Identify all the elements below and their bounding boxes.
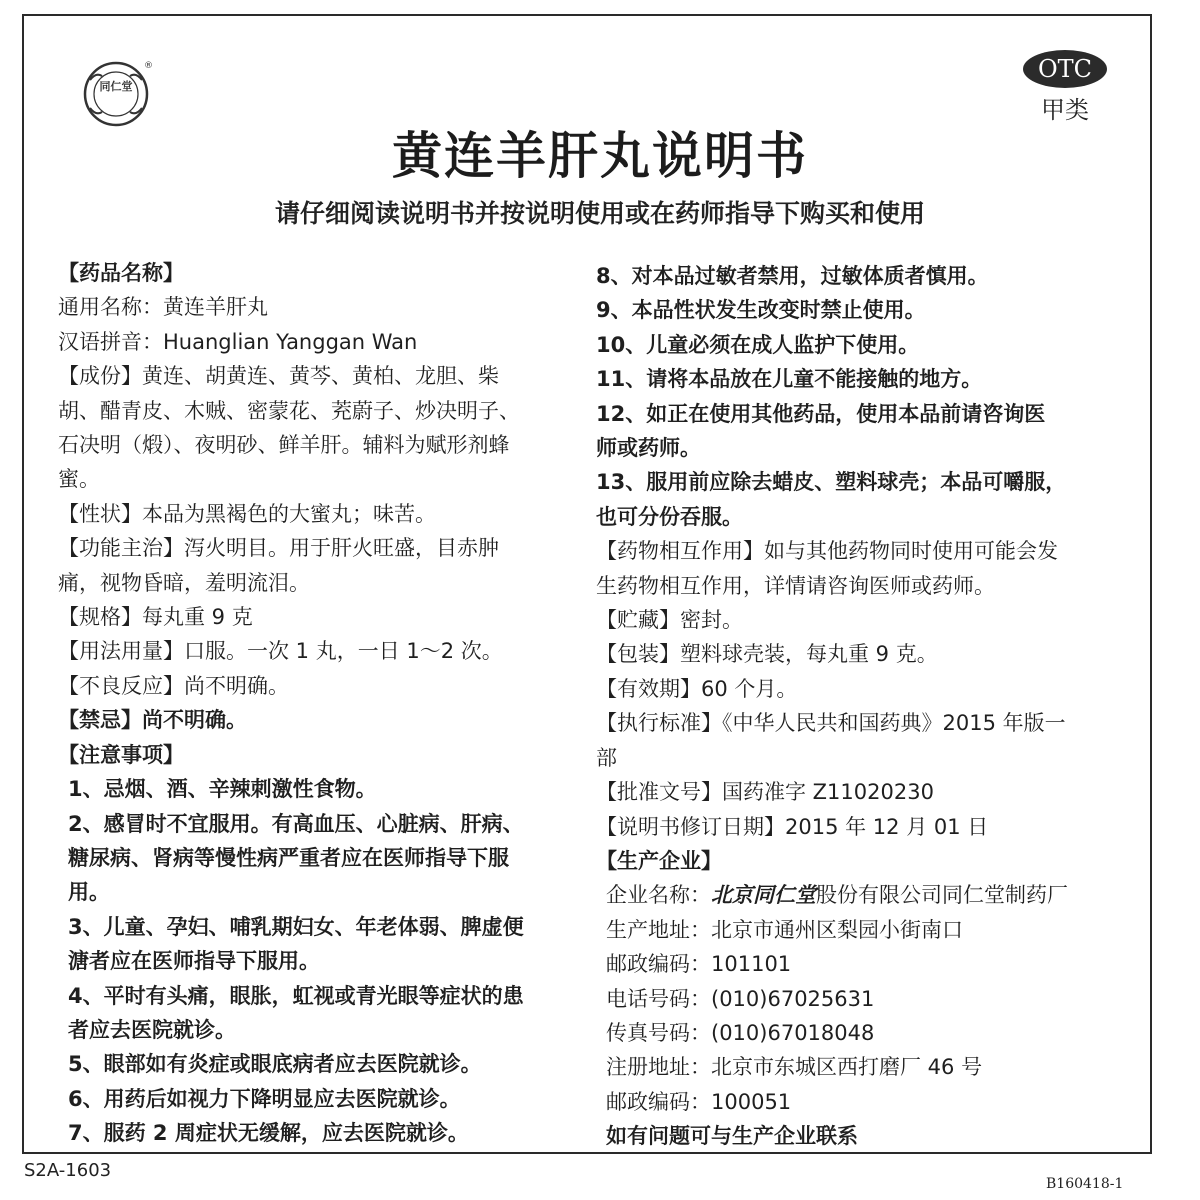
otc-marker bbox=[1020, 50, 1110, 125]
page-title: 黄连羊肝丸说明书 bbox=[392, 127, 808, 185]
standard-line: 部 bbox=[596, 745, 617, 770]
company-fax-line: 传真号码：(010)67018048 bbox=[606, 1020, 875, 1045]
otc-category: 甲类 bbox=[1041, 96, 1089, 124]
company-name-line bbox=[596, 878, 1110, 912]
pinyin-name: 汉语拼音：Huanglian Yanggan Wan bbox=[58, 329, 418, 354]
registered-mark: ® bbox=[144, 61, 153, 71]
precaution-item: 5、眼部如有炎症或眼底病者应去医院就诊。 bbox=[68, 1052, 482, 1077]
company-registered-address-line: 注册地址：北京市东城区西打磨厂 46 号 bbox=[606, 1055, 983, 1080]
precaution-item: 11、请将本品放在儿童不能接触的地方。 bbox=[596, 367, 983, 392]
precaution-item: 1、忌烟、酒、辛辣刺激性食物。 bbox=[68, 777, 377, 802]
ingredients-line: 胡、醋青皮、木贼、密蒙花、茺蔚子、炒决明子、 bbox=[58, 398, 520, 423]
generic-name: 通用名称：黄连羊肝丸 bbox=[58, 295, 268, 320]
package-line: 【包装】塑料球壳装，每丸重 9 克。 bbox=[596, 642, 938, 667]
interactions-line: 生药物相互作用，详情请咨询医师或药师。 bbox=[596, 573, 995, 598]
company-name-label: 企业名称： bbox=[606, 883, 711, 908]
precaution-item: 4、平时有头痛，眼胀，虹视或青光眼等症状的患 bbox=[68, 983, 524, 1008]
company-address-line: 生产地址：北京市通州区梨园小街南口 bbox=[606, 917, 963, 942]
section-precautions: 【注意事项】 bbox=[58, 742, 184, 767]
ingredients-line: 石决明（煅）、夜明砂、鲜羊肝。辅料为赋形剂蜂 bbox=[58, 433, 510, 458]
appearance-line: 【性状】本品为黑褐色的大蜜丸；味苦。 bbox=[58, 501, 436, 526]
precaution-item: 10、儿童必须在成人监护下使用。 bbox=[596, 332, 920, 357]
page-subtitle: 请仔细阅读说明书并按说明使用或在药师指导下购买和使用 bbox=[274, 199, 925, 228]
precaution-item: 者应去医院就诊。 bbox=[68, 1017, 236, 1042]
precaution-item: 12、如正在使用其他药品，使用本品前请咨询医 bbox=[596, 401, 1046, 426]
precaution-item: 2、感冒时不宜服用。有高血压、心脏病、肝病、 bbox=[68, 811, 524, 836]
indications-line: 痛，视物昏暗，羞明流泪。 bbox=[58, 570, 310, 595]
precaution-item: 糖尿病、肾病等慢性病严重者应在医师指导下服 bbox=[68, 845, 509, 870]
precaution-item: 9、本品性状发生改变时禁止使用。 bbox=[596, 298, 926, 323]
precaution-item: 3、儿童、孕妇、哺乳期妇女、年老体弱、脾虚便 bbox=[68, 914, 524, 939]
ingredients-line: 蜜。 bbox=[58, 467, 100, 492]
revision-date-line: 【说明书修订日期】2015 年 12 月 01 日 bbox=[596, 814, 989, 839]
contact-note: 如有问题可与生产企业联系 bbox=[606, 1124, 858, 1149]
dosage-line: 【用法用量】口服。一次 1 丸，一日 1～2 次。 bbox=[58, 639, 503, 664]
footer-code-left: S2A-1603 bbox=[24, 1160, 112, 1181]
adverse-reactions-line: 【不良反应】尚不明确。 bbox=[58, 673, 289, 698]
expiry-line: 【有效期】60 个月。 bbox=[596, 676, 798, 701]
precaution-item: 13、服用前应除去蜡皮、塑料球壳；本品可嚼服， bbox=[596, 470, 1067, 495]
contraindications-line: 【禁忌】尚不明确。 bbox=[58, 708, 247, 733]
precaution-item: 溏者应在医师指导下服用。 bbox=[68, 949, 320, 974]
company-registered-postcode-line: 邮政编码：100051 bbox=[606, 1089, 792, 1114]
precaution-item: 8、对本品过敏者禁用，过敏体质者慎用。 bbox=[596, 264, 989, 288]
precaution-item: 也可分份吞服。 bbox=[596, 504, 743, 529]
footer-code-right: B160418-1 bbox=[1046, 1176, 1124, 1192]
precaution-item: 7、服药 2 周症状无缓解，应去医院就诊。 bbox=[68, 1121, 469, 1146]
storage-line: 【贮藏】密封。 bbox=[596, 608, 743, 633]
section-drug-name: 【药品名称】 bbox=[58, 261, 184, 285]
standard-line: 【执行标准】《中华人民共和国药典》2015 年版一 bbox=[596, 711, 1066, 736]
company-brand: 北京同仁堂 bbox=[711, 882, 816, 908]
right-column bbox=[596, 259, 1110, 1154]
company-postcode-line: 邮政编码：101101 bbox=[606, 952, 792, 977]
specification-line: 【规格】每丸重 9 克 bbox=[58, 605, 253, 630]
precaution-item: 6、用药后如视力下降明显应去医院就诊。 bbox=[68, 1086, 461, 1111]
precaution-item: 用。 bbox=[68, 880, 110, 905]
company-name-rest: 股份有限公司同仁堂制药厂 bbox=[816, 883, 1068, 908]
company-phone-line: 电话号码：(010)67025631 bbox=[606, 986, 875, 1011]
section-manufacturer: 【生产企业】 bbox=[596, 848, 722, 873]
indications-line: 【功能主治】泻火明目。用于肝火旺盛，目赤肿 bbox=[58, 536, 499, 561]
precaution-item: 师或药师。 bbox=[596, 436, 701, 461]
left-column bbox=[58, 256, 558, 1151]
otc-badge: OTC bbox=[1023, 50, 1107, 88]
approval-number-line: 【批准文号】国药准字 Z11020230 bbox=[596, 780, 934, 805]
logo-text: 同仁堂 bbox=[99, 80, 133, 93]
ingredients-line: 【成份】黄连、胡黄连、黄芩、黄柏、龙胆、柴 bbox=[58, 364, 499, 389]
interactions-line: 【药物相互作用】如与其他药物同时使用可能会发 bbox=[596, 539, 1058, 564]
